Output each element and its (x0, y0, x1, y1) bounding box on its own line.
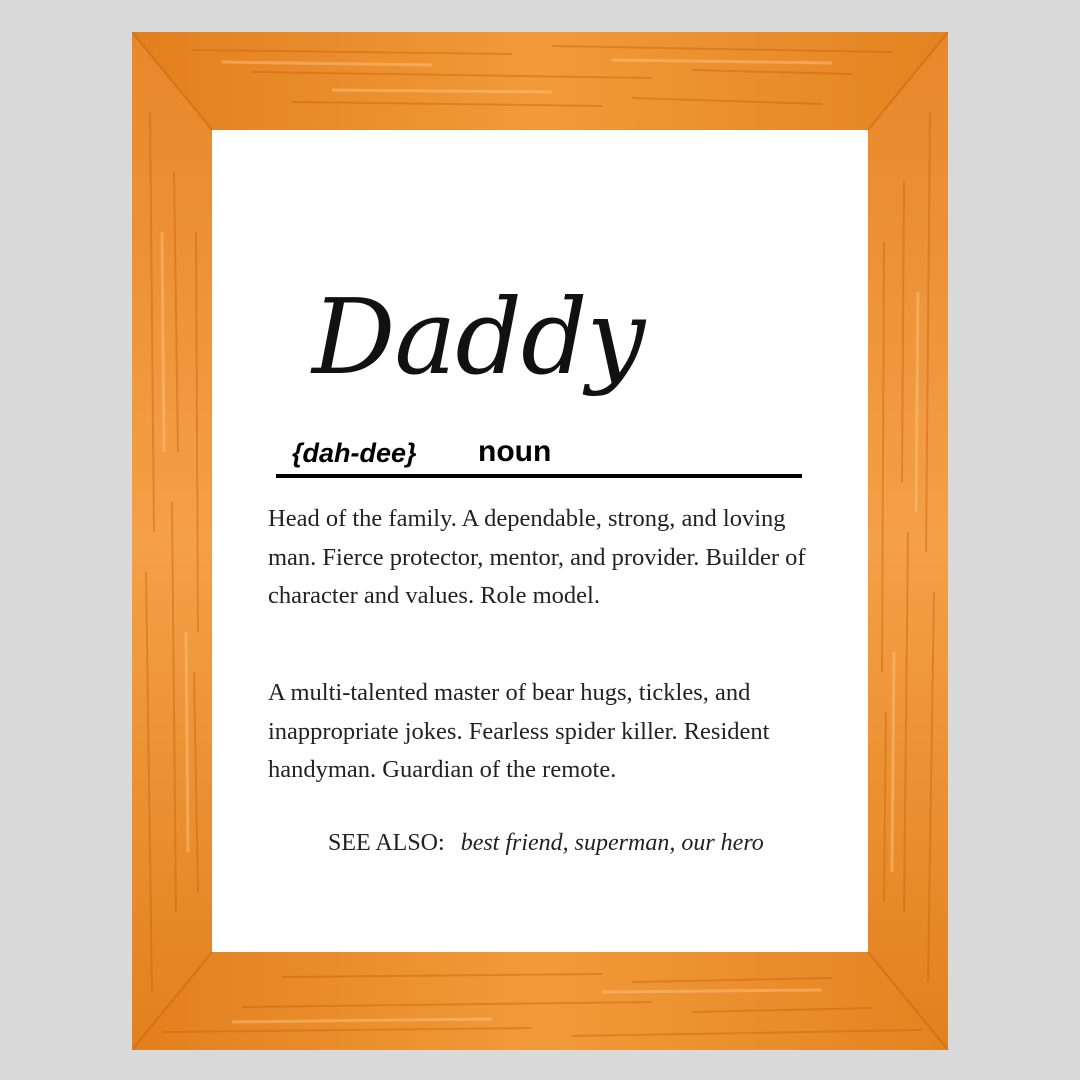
see-also-line (328, 830, 764, 857)
pronunciation: {dah-dee} (292, 438, 417, 468)
white-print-mat (212, 130, 868, 952)
dictionary-word-title: Daddy (312, 276, 645, 398)
definition-paragraph-1: Head of the family. A dependable, strong, and loving man. Fierce protector, mentor, and provider. Builder of character and values. Role model. (268, 505, 806, 609)
part-of-speech: noun (478, 435, 552, 468)
divider-rule (276, 474, 802, 478)
wooden-picture-frame (132, 32, 948, 1050)
definition-paragraph-2: A multi-talented master of bear hugs, tickles, and inappropriate jokes. Fearless spider killer. Resident handyman. Guardian of the remote. (268, 679, 770, 783)
see-also-words: best friend, superman, our hero (460, 830, 764, 856)
see-also-label: SEE ALSO: (328, 830, 445, 856)
